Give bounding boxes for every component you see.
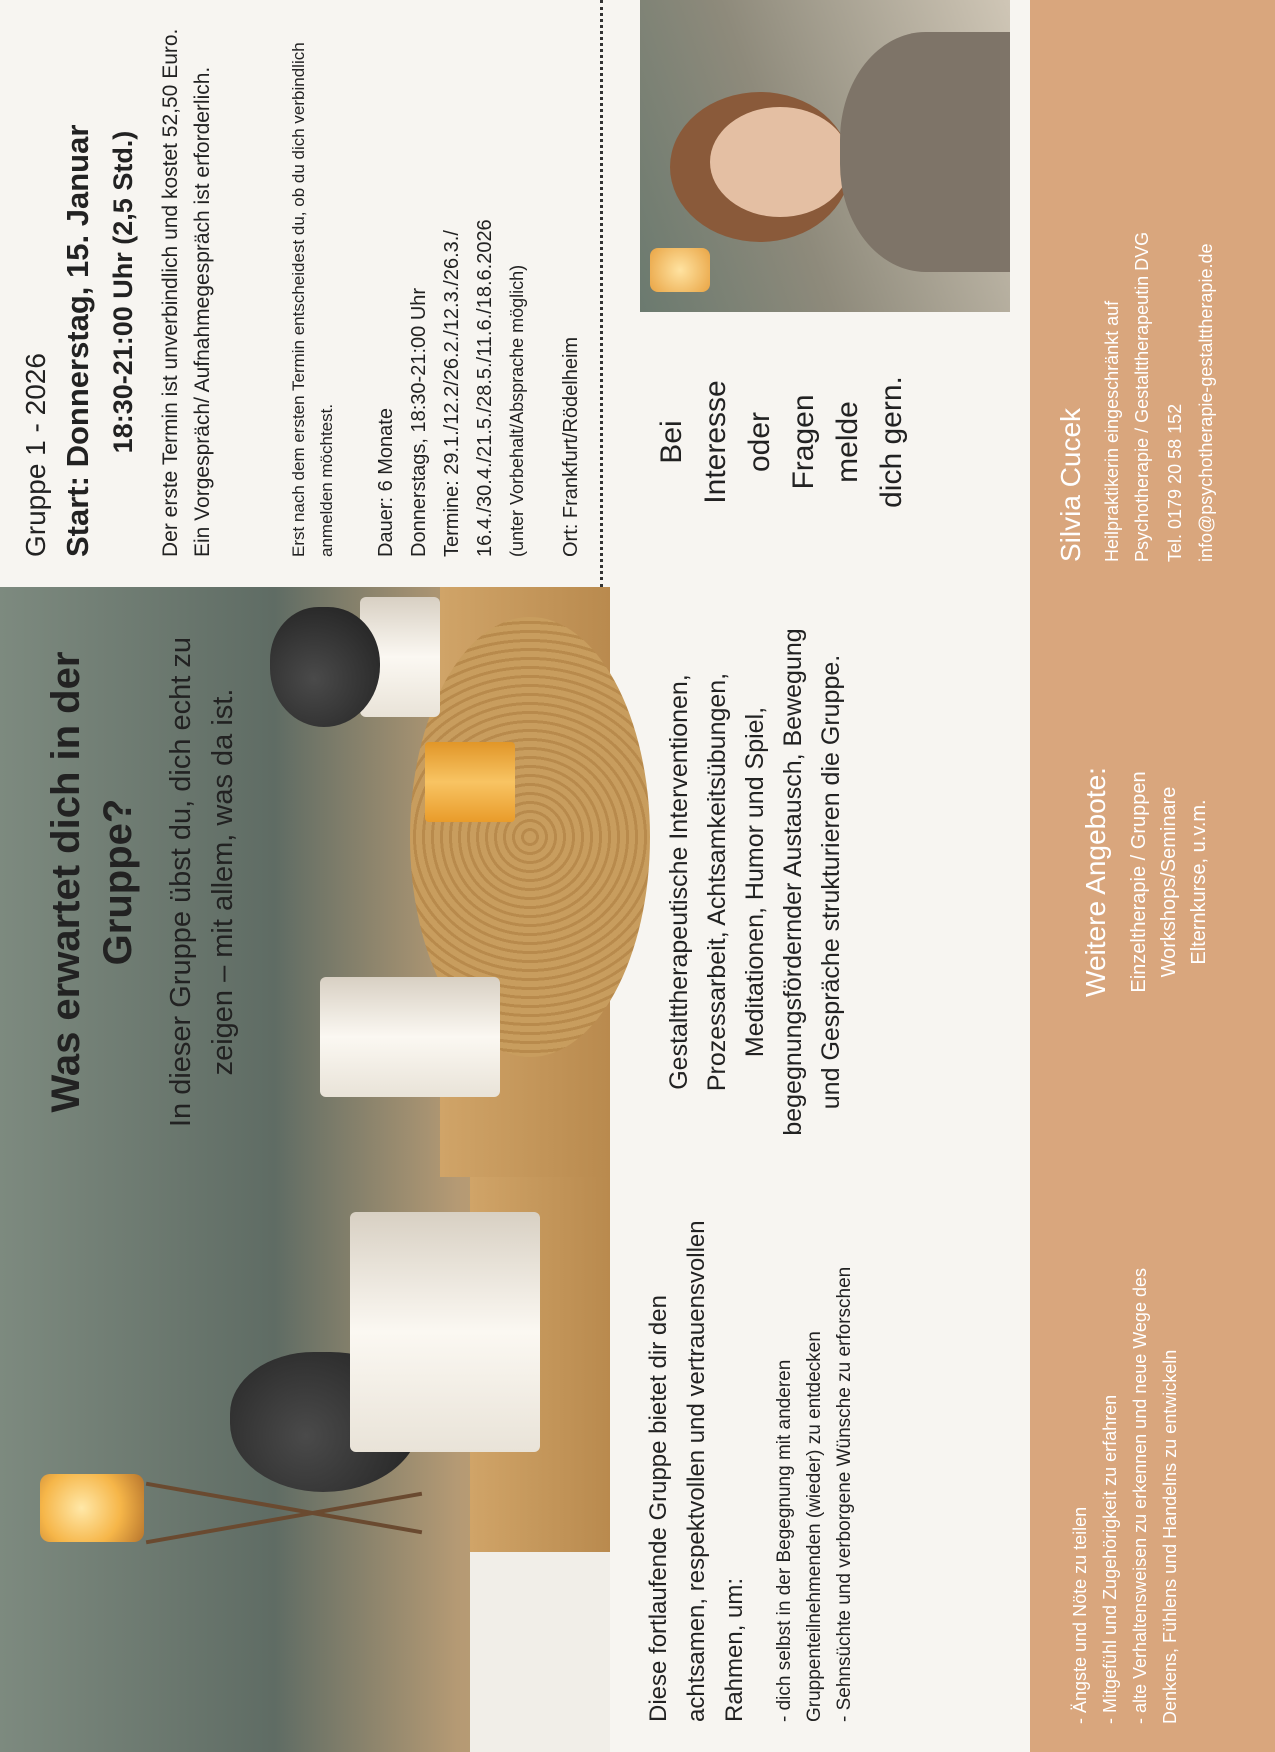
portrait-photo [640, 0, 1010, 312]
stone-image [270, 607, 380, 727]
offers-line: Einzeltherapie / Gruppen [1128, 771, 1150, 993]
list-item: - Mitgefühl und Zugehörigkeit zu erfahren [1100, 1394, 1120, 1724]
offers-line: Workshops/Seminare [1158, 786, 1180, 978]
panel-right [0, 0, 1275, 587]
contact-title: Heilpraktikerin eingeschränkt auf [1102, 300, 1122, 562]
intro-text: Diese fortlaufende Gruppe bietet dir den achtsamen, respektvollen und vertrauensvollen Rahmen, um: [645, 1220, 748, 1722]
location: Ort: Frankfurt/Rödelheim [560, 336, 582, 557]
group-label: Gruppe 1 - 2026 [20, 353, 51, 557]
contact-call: Bei Interesse oder Fragen melde dich gern. [655, 376, 908, 508]
panel-middle [0, 587, 1275, 1177]
contact-title: Psychotherapie / Gestalttherapeutin DVG [1132, 231, 1152, 562]
contact-phone: Tel. 0179 20 58 152 [1165, 403, 1185, 562]
dates-cont: 16.4./30.4./21.5./28.5./11.6./18.6.2026 [474, 219, 496, 557]
contact-email: info@psychotherapie-gestalttherapie.de [1196, 243, 1216, 562]
weekday: Donnerstags, 18:30-21:00 Uhr [408, 287, 430, 557]
method-text: Gestalttherapeutische Interventionen, Prozessarbeit, Achtsamkeitsübungen, Meditationen, Humor und Spiel, begegnungsfördernder Austausch, Bewegung und Gespräche strukturieren die Gruppe. [665, 628, 845, 1136]
panel-left [0, 1177, 1275, 1752]
goal-list [770, 1202, 860, 1722]
contact-band [1030, 0, 1275, 587]
start-time: 18:30-21:00 Uhr (2,5 Std.) [108, 130, 138, 454]
footer-band-left [1030, 1177, 1275, 1752]
offers-line: Elternkurse, u.v.m. [1188, 799, 1210, 965]
white-block-image [320, 977, 500, 1097]
lamp-image [40, 1474, 144, 1542]
spa-photo-left [0, 1177, 610, 1752]
list-item: - Sehnsüchte und verborgene Wünsche zu erforschen [834, 1266, 855, 1722]
footer-band-middle [1030, 587, 1275, 1177]
decide-text: Erst nach dem ersten Termin entscheidest du, ob du dich verbindlich anmelden möchtest. [289, 42, 336, 557]
page-title: Was erwartet dich in der Gruppe? [44, 651, 140, 1113]
list-item: - Ängste und Nöte zu teilen [1070, 1506, 1090, 1724]
list-item: - dich selbst in der Begegnung mit anderen Gruppenteilnehmenden (wieder) zu entdecken [774, 1331, 825, 1722]
first-term-text: Der erste Termin ist unverbindlich und kostet 52,50 Euro. Ein Vorgespräch/ Aufnahmegespräch ist erforderlich. [159, 28, 214, 557]
contact-name: Silvia Cucek [1055, 407, 1086, 562]
duration: Dauer: 6 Monate [375, 408, 397, 557]
subheading: In dieser Gruppe übst du, dich echt zu zeigen – mit allem, was da ist. [165, 636, 239, 1128]
list-item: - alte Verhaltensweisen zu erkennen und neue Wege des Denkens, Fühlens und Handelns zu entwickeln [1130, 1268, 1180, 1724]
footer-goal-list [1065, 1214, 1185, 1724]
fold-line [600, 0, 603, 587]
white-block-image [350, 1212, 540, 1452]
candle-image [425, 742, 515, 822]
reservation-note: (unter Vorbehalt/Absprache möglich) [507, 264, 527, 557]
offers-title: Weitere Angebote: [1080, 767, 1111, 997]
start-date: Start: Donnerstag, 15. Januar [60, 124, 95, 557]
dates: Termine: 29.1./12.2/26.2./12.3./26.3./ [441, 230, 463, 557]
